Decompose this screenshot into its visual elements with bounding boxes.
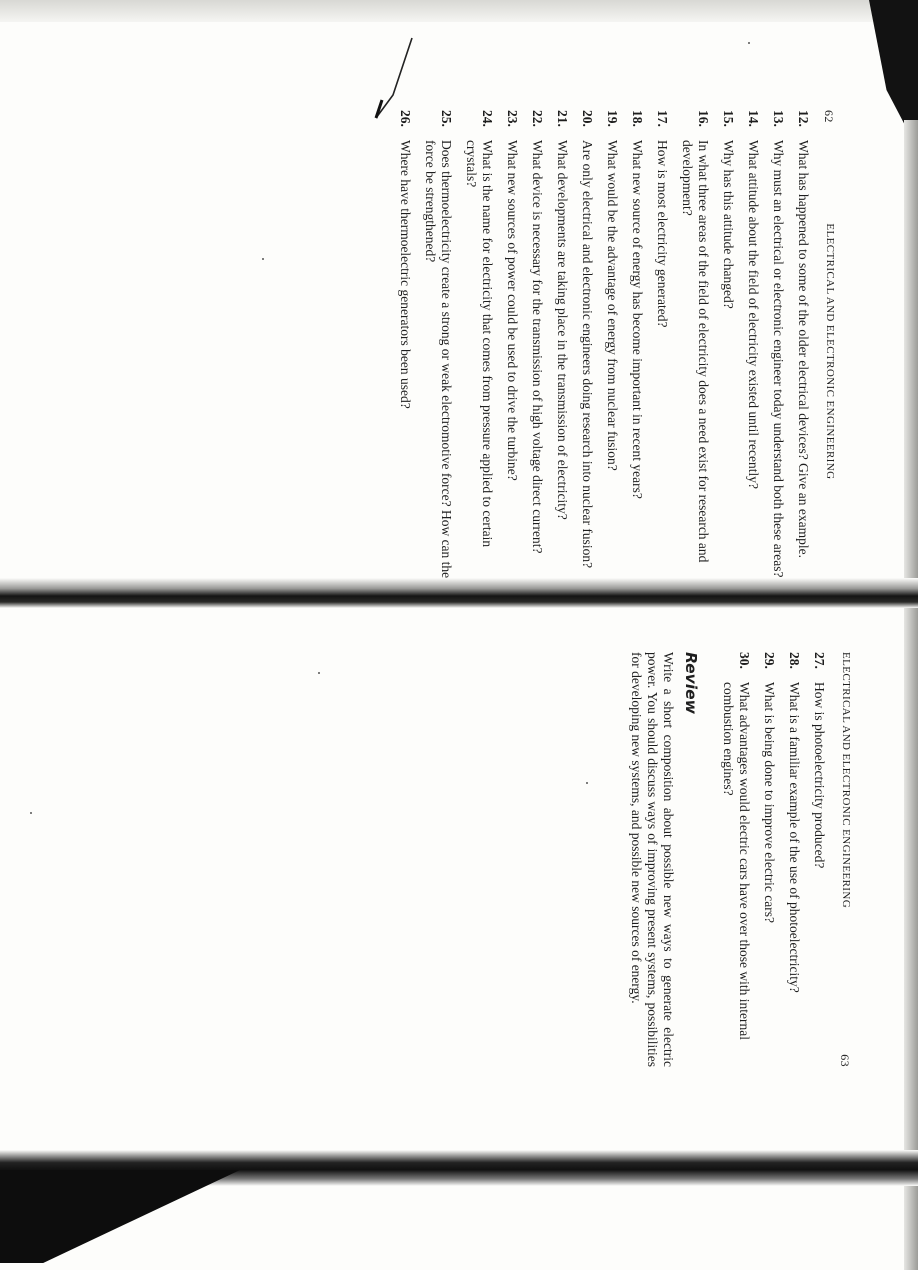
question-number: 16. [696, 110, 711, 127]
question-text: What is a familiar example of the use of photoelectricity? [787, 682, 802, 993]
question-item [654, 110, 670, 580]
scan-speck [748, 42, 750, 44]
question-number: 27. [812, 652, 827, 669]
question-number: 23. [505, 110, 520, 127]
question-list [720, 652, 827, 1067]
review-paragraph: Write a short composition about possible new ways to generate electric power. You should discuss ways of improving present systems, possibilities for developing new systems, and possible new sources of energy. [629, 652, 676, 1067]
question-item [761, 652, 777, 1067]
question-item [554, 110, 570, 580]
question-number: 18. [630, 110, 645, 127]
question-number: 21. [555, 110, 570, 127]
scan-speck [262, 258, 264, 260]
question-item [786, 652, 802, 1067]
question-text: Does thermoelectricity create a strong or weak electromotive force? How can the force be strengthened? [423, 140, 454, 579]
question-item [745, 110, 761, 580]
question-text: In what three areas of the field of electricity does a need exist for research and development? [680, 140, 711, 563]
question-number: 12. [796, 110, 811, 127]
scan-speck [318, 672, 320, 674]
question-item [529, 110, 545, 580]
question-item [720, 110, 736, 580]
scan-speck [30, 812, 32, 814]
question-text: How is photoelectricity produced? [812, 682, 827, 869]
question-text: What is the name for electricity that comes from pressure applied to certain crystals? [464, 140, 495, 548]
question-number: 26. [398, 110, 413, 127]
running-head-title: ELECTRICAL AND ELECTRONIC ENGINEERING [824, 223, 836, 480]
question-item [579, 110, 595, 580]
page-number: 63 [838, 1054, 852, 1067]
running-head [837, 652, 852, 1067]
question-item [795, 110, 811, 580]
question-item [463, 110, 495, 580]
question-text: Why must an electrical or electronic engineer today understand both these areas? [771, 140, 786, 578]
question-item [679, 110, 711, 580]
running-head [821, 110, 836, 580]
question-item [504, 110, 520, 580]
question-text: What has happened to some of the older electrical devices? Give an example. [796, 140, 811, 558]
page-number: 62 [822, 110, 836, 123]
question-text: Are only electrical and electronic engineers doing research into nuclear fusion? [580, 140, 595, 569]
question-number: 29. [762, 652, 777, 669]
question-number: 14. [746, 110, 761, 127]
question-number: 22. [530, 110, 545, 127]
question-item [422, 110, 454, 580]
question-number: 28. [787, 652, 802, 669]
review-heading: Review [682, 652, 700, 714]
question-number: 15. [721, 110, 736, 127]
question-text: What would be the advantage of energy from nuclear fusion? [605, 140, 620, 471]
question-item [770, 110, 786, 580]
page-63 [628, 652, 852, 1067]
question-text: What developments are taking place in the transmission of electricity? [555, 140, 570, 520]
question-text: What new sources of power could be used to drive the turbine? [505, 140, 520, 481]
scan-speck [586, 782, 588, 784]
question-number: 20. [580, 110, 595, 127]
question-number: 13. [771, 110, 786, 127]
question-number: 24. [480, 110, 495, 127]
question-text: What is being done to improve electric cars? [762, 682, 777, 924]
question-text: Why has this attitude changed? [721, 140, 736, 309]
question-item [811, 652, 827, 1067]
question-text: What attitude about the field of electricity existed until recently? [746, 140, 761, 489]
page-62 [388, 110, 836, 580]
question-number: 30. [737, 652, 752, 669]
question-list [397, 110, 811, 580]
question-item [397, 110, 413, 580]
question-text: How is most electricity generated? [655, 140, 670, 328]
question-text: What advantages would electric cars have over those with internal combustion engines? [721, 682, 752, 1040]
question-text: What device is necessary for the transmission of high voltage direct current? [530, 140, 545, 554]
question-text: What new source of energy has become important in recent years? [630, 140, 645, 499]
question-item [720, 652, 752, 1067]
question-number: 25. [439, 110, 454, 127]
question-number: 17. [655, 110, 670, 127]
question-item [604, 110, 620, 580]
running-head-title: ELECTRICAL AND ELECTRONIC ENGINEERING [840, 652, 852, 909]
question-text: Where have thermoelectric generators been used? [398, 140, 413, 409]
question-number: 19. [605, 110, 620, 127]
question-item [629, 110, 645, 580]
